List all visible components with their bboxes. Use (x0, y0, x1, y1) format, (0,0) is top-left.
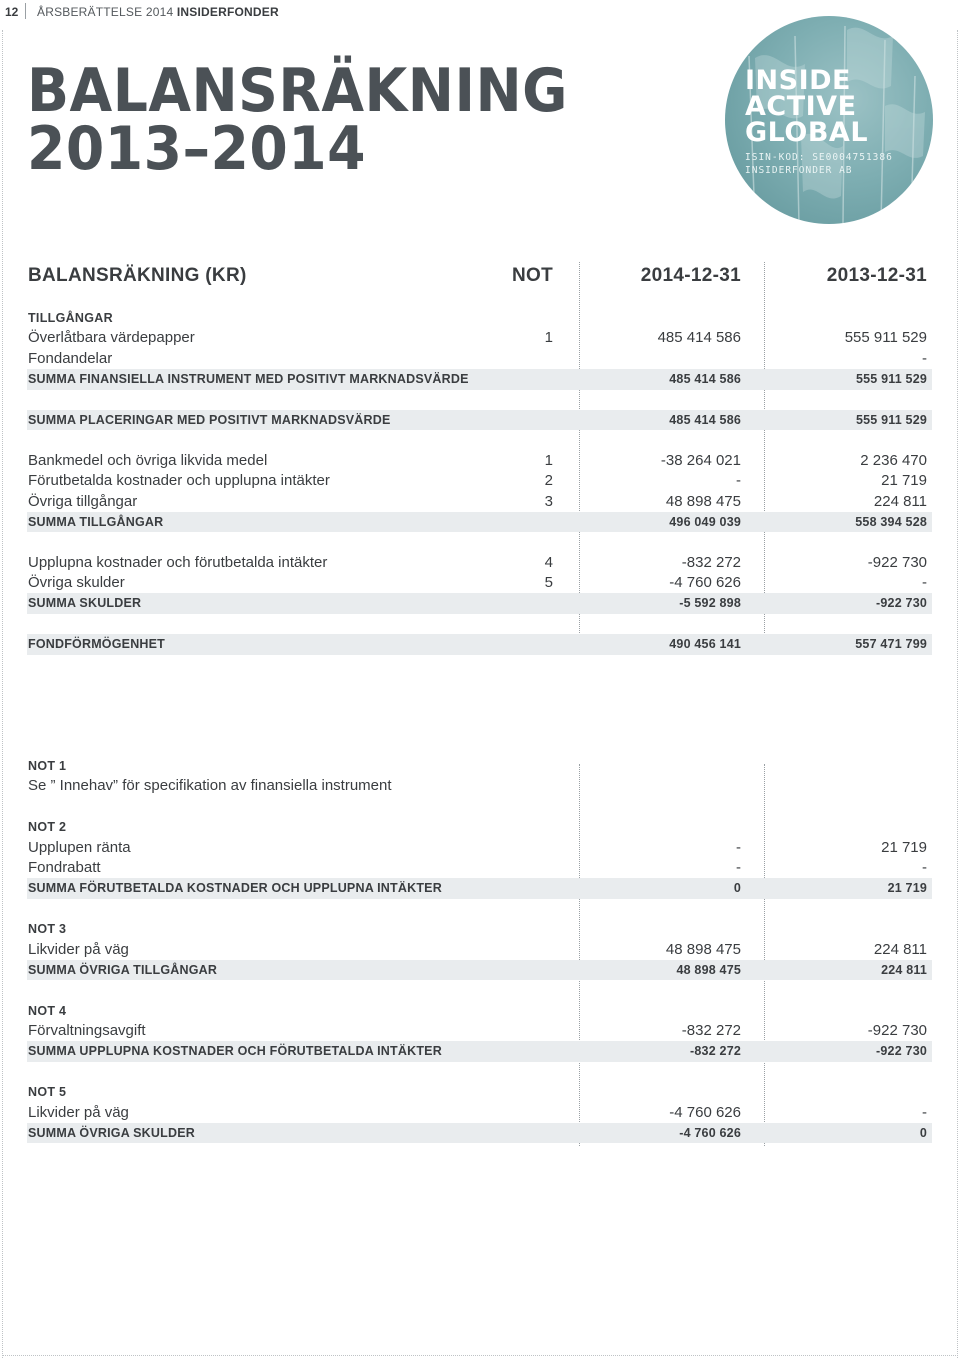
note-heading (27, 1001, 932, 1021)
row-value-2013: 2 236 470 (860, 451, 927, 469)
page-frame-right (957, 30, 958, 1358)
report-prefix: ÅRSBERÄTTELSE 2014 (37, 5, 174, 19)
row-not: 3 (544, 492, 553, 510)
page-frame-bottom (2, 1355, 958, 1356)
row-not: 2 (544, 472, 553, 490)
row-not: 5 (544, 574, 553, 592)
row-value-2013: -922 730 (876, 596, 927, 611)
badge-text (745, 65, 893, 176)
total-row (27, 960, 932, 980)
row-value-2013: 555 911 529 (855, 412, 927, 427)
table-header-row (27, 262, 932, 290)
row-value-2014: -4 760 626 (679, 1126, 741, 1141)
row-label: Upplupen ränta (28, 838, 131, 856)
page-title-line2: 2013–2014 (27, 114, 367, 184)
header-separator (25, 3, 26, 19)
notes-table (27, 756, 932, 1143)
row-value-2013: 21 719 (887, 881, 927, 896)
table-row (27, 1103, 932, 1123)
row-value-2013: 224 811 (873, 940, 927, 958)
note-heading (27, 919, 932, 939)
row-label: SUMMA ÖVRIGA TILLGÅNGAR (28, 962, 218, 977)
row-label: FONDFÖRMÖGENHET (28, 637, 166, 652)
row-value-2014: - (736, 838, 741, 856)
row-value-2013: 557 471 799 (855, 637, 927, 652)
row-value-2014: 48 898 475 (676, 962, 741, 977)
row-value-2014: 48 898 475 (665, 940, 741, 958)
row-value-2013: 555 911 529 (844, 329, 927, 347)
row-value-2014: 48 898 475 (665, 492, 741, 510)
fund-badge (725, 16, 933, 224)
row-label: NOT 4 (28, 1003, 67, 1018)
row-value-2014: 485 414 586 (657, 329, 741, 347)
note-heading (27, 1082, 932, 1102)
report-title (37, 5, 279, 19)
row-value-2013: - (922, 574, 927, 592)
row-label: Fondrabatt (28, 858, 101, 876)
row-value-2014: -4 760 626 (669, 1103, 741, 1121)
total-row (27, 634, 932, 654)
spacer (27, 430, 932, 450)
row-label: NOT 3 (28, 922, 67, 937)
row-label: TILLGÅNGAR (28, 311, 113, 325)
column-header-not: NOT (511, 265, 553, 286)
row-label: SUMMA PLACERINGAR MED POSITIVT MARKNADSVÄRDE (28, 412, 391, 427)
row-value-2014: -38 264 021 (660, 451, 741, 469)
badge-company: INSIDERFONDER AB (745, 165, 853, 176)
row-value-2014: - (736, 858, 741, 876)
page-frame-left (2, 30, 3, 1358)
balance-table (27, 262, 932, 655)
total-row (27, 369, 932, 389)
badge-line-global: GLOBAL (745, 117, 869, 148)
row-value-2013: - (922, 858, 927, 876)
row-value-2013: -922 730 (876, 1044, 927, 1059)
table-row (27, 940, 932, 960)
row-label: SUMMA SKULDER (28, 596, 142, 611)
row-value-2013: 555 911 529 (855, 372, 927, 387)
table-row (27, 349, 932, 369)
row-value-2014: 496 049 039 (669, 514, 741, 529)
table-row (27, 328, 932, 348)
badge-isin: ISIN-KOD: SE0004751386 (745, 152, 893, 163)
row-value-2014: -5 592 898 (679, 596, 741, 611)
total-row (27, 410, 932, 430)
spacer (27, 290, 932, 308)
column-header-label: BALANSRÄKNING (KR) (28, 265, 247, 286)
row-label: SUMMA UPPLUPNA KOSTNADER OCH FÖRUTBETALDA INTÄKTER (28, 1044, 442, 1059)
table-row (27, 838, 932, 858)
column-header-2014: 2014-12-31 (640, 265, 741, 286)
row-label: Övriga tillgångar (28, 492, 138, 510)
row-label: NOT 1 (28, 759, 67, 773)
table-row (27, 776, 932, 796)
page-title-line1: BALANSRÄKNING (27, 56, 568, 126)
row-label: Förvaltningsavgift (28, 1022, 146, 1040)
row-label: SUMMA ÖVRIGA SKULDER (28, 1126, 195, 1141)
row-not: 4 (544, 553, 553, 571)
row-label: Bankmedel och övriga likvida medel (28, 451, 268, 469)
spacer (27, 797, 932, 817)
row-value-2013: 0 (919, 1126, 927, 1141)
table-row (27, 471, 932, 491)
row-label: Likvider på väg (28, 940, 129, 958)
row-value-2013: -922 730 (867, 553, 927, 571)
table-row (27, 553, 932, 573)
row-value-2013: - (922, 349, 927, 367)
spacer (27, 980, 932, 1000)
row-label: Likvider på väg (28, 1103, 129, 1121)
total-row (27, 512, 932, 532)
row-value-2013: - (922, 1103, 927, 1121)
row-not: 1 (544, 451, 553, 469)
report-name: INSIDERFONDER (176, 5, 279, 19)
row-label: SUMMA FÖRUTBETALDA KOSTNADER OCH UPPLUPNA INTÄKTER (28, 881, 442, 896)
spacer (27, 1062, 932, 1082)
row-label: Upplupna kostnader och förutbetalda intäkter (28, 553, 328, 571)
page-number: 12 (5, 5, 19, 19)
page-title (27, 56, 568, 184)
row-label: SUMMA FINANSIELLA INSTRUMENT MED POSITIVT MARKNADSVÄRDE (28, 372, 469, 387)
row-not: 1 (544, 329, 553, 347)
spacer (27, 899, 932, 919)
row-value-2014: -832 272 (681, 553, 741, 571)
row-label: NOT 5 (28, 1085, 67, 1100)
row-label: Förutbetalda kostnader och upplupna intäkter (28, 472, 330, 490)
row-value-2014: 485 414 586 (669, 372, 741, 387)
row-value-2013: 558 394 528 (855, 514, 927, 529)
row-value-2014: 0 (733, 881, 741, 896)
row-value-2013: -922 730 (867, 1022, 927, 1040)
row-value-2014: -832 272 (690, 1044, 741, 1059)
total-row (27, 1041, 932, 1061)
running-header (0, 0, 300, 24)
total-row (27, 1123, 932, 1143)
row-label: Överlåtbara värdepapper (28, 329, 195, 347)
total-row (27, 878, 932, 898)
row-value-2014: -832 272 (681, 1022, 741, 1040)
table-row (27, 451, 932, 471)
spacer (27, 614, 932, 634)
spacer (27, 390, 932, 410)
row-value-2014: - (736, 472, 741, 490)
row-value-2013: 21 719 (881, 472, 927, 490)
row-label: Övriga skulder (28, 574, 125, 592)
row-value-2014: 490 456 141 (669, 637, 741, 652)
row-label: SUMMA TILLGÅNGAR (28, 514, 164, 529)
table-row (27, 1021, 932, 1041)
row-label: Se ” Innehav” för specifikation av finansiella instrument (28, 777, 392, 795)
column-header-2013: 2013-12-31 (826, 265, 927, 286)
row-label: Fondandelar (28, 349, 113, 367)
row-value-2013: 224 811 (881, 962, 927, 977)
row-value-2014: 485 414 586 (669, 412, 741, 427)
total-row (27, 593, 932, 613)
note-heading (27, 817, 932, 837)
row-value-2014: -4 760 626 (669, 574, 741, 592)
note-heading (27, 756, 932, 776)
table-row (27, 573, 932, 593)
section-heading (27, 308, 932, 328)
table-row (27, 492, 932, 512)
spacer (27, 532, 932, 552)
badge-line-active: ACTIVE (745, 91, 857, 122)
table-row (27, 858, 932, 878)
row-label: NOT 2 (28, 820, 67, 835)
badge-line-inside: INSIDE (745, 65, 851, 96)
row-value-2013: 21 719 (881, 838, 927, 856)
row-value-2013: 224 811 (873, 492, 927, 510)
